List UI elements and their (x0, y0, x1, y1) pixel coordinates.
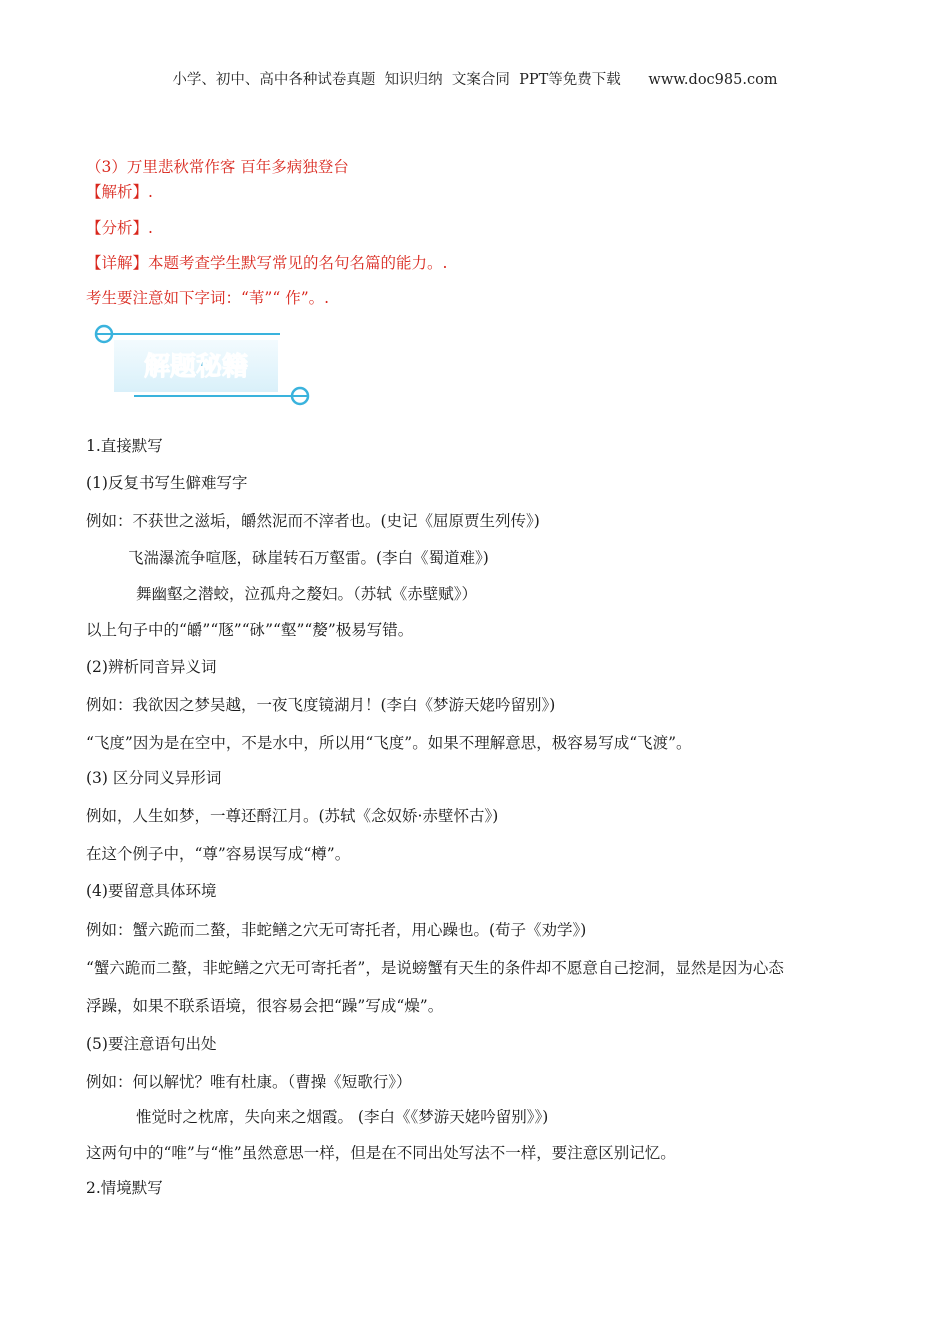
answer-item-3: （3）万里悲秋常作客 百年多病独登台 (86, 158, 349, 176)
example-4-note: “飞度”因为是在空中，不是水中，所以用“飞度”。如果不理解意思，极容易写成“飞渡”。 (86, 734, 692, 752)
section-direct-dictation: 1.直接默写 (86, 437, 163, 455)
section-situational-dictation: 2.情境默写 (86, 1179, 163, 1197)
example-8-note: 这两句中的“唯”与“惟”虽然意思一样，但是在不同出处写法不一样，要注意区别记忆。 (86, 1144, 676, 1162)
subsection-2: (2)辨析同音异义词 (86, 658, 217, 676)
example-6-note-2: 浮躁，如果不联系语境，很容易会把“躁”写成“燥”。 (86, 997, 444, 1015)
example-5: 例如，人生如梦，一尊还酹江月。(苏轼《念奴娇·赤壁怀古》) (86, 807, 499, 825)
subsection-5: (5)要注意语句出处 (86, 1035, 217, 1053)
tips-banner (94, 322, 316, 410)
example-3-note: 以上句子中的“皭”“豗”“砯”“壑”“嫠”极易写错。 (86, 621, 414, 639)
subsection-1: (1)反复书写生僻难写字 (86, 474, 248, 492)
example-6-note-1: “蟹六跪而二螯，非蛇鳝之穴无可寄托者”，是说螃蟹有天生的条件却不愿意自己挖洞，显然是因为心态 (86, 959, 784, 977)
example-2: 飞湍瀑流争喧豗，砯崖转石万壑雷。(李白《蜀道难》) (128, 549, 489, 567)
example-7: 例如：何以解忧？唯有杜康。（曹操《短歌行》） (86, 1073, 412, 1091)
example-8: 惟觉时之枕席，失向来之烟霞。 (李白《《梦游天姥吟留别》》) (136, 1108, 549, 1126)
note-line: 考生要注意如下字词：“苇”“ 作”。. (86, 289, 330, 307)
subsection-4: (4)要留意具体环境 (86, 882, 217, 900)
detail-label: 【详解】本题考查学生默写常见的名句名篇的能力。. (86, 254, 448, 272)
subsection-3: (3) 区分同义异形词 (86, 769, 222, 787)
example-1: 例如：不获世之滋垢，皭然泥而不滓者也。(史记《屈原贾生列传》) (86, 512, 540, 530)
banner-title: 解题秘籍 (143, 352, 249, 382)
fenxi-label: 【分析】. (86, 219, 153, 237)
analysis-label: 【解析】. (86, 183, 153, 201)
example-5-note: 在这个例子中，“尊”容易误写成“樽”。 (86, 845, 351, 863)
example-4: 例如：我欲因之梦吴越，一夜飞度镜湖月！(李白《梦游天姥吟留别》) (86, 696, 556, 714)
example-3: 舞幽壑之潜蛟，泣孤舟之嫠妇。（苏轼《赤壁赋》） (136, 585, 478, 603)
page-header: 小学、初中、高中各种试卷真题 知识归纳 文案合同 PPT等免费下载 www.doc985.com (172, 72, 778, 88)
example-6: 例如：蟹六跪而二螯，非蛇鳝之穴无可寄托者，用心躁也。(荀子《劝学》) (86, 921, 587, 939)
